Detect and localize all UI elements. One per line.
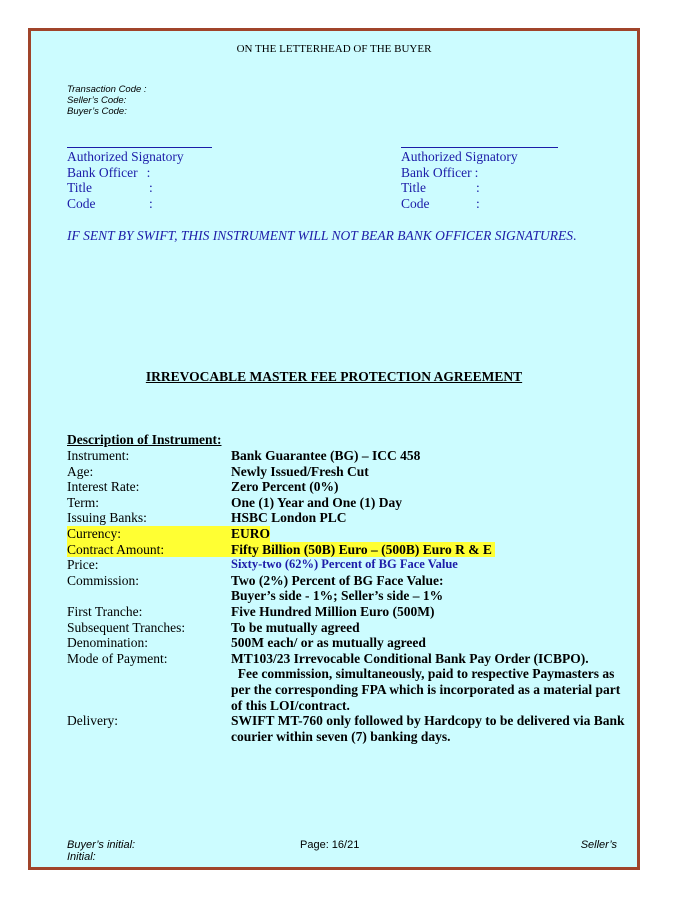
row-value: One (1) Year and One (1) Day: [231, 494, 402, 510]
row-label: Currency:: [67, 525, 121, 541]
title-sep: :: [476, 180, 480, 196]
row-value: To be mutually agreed: [231, 619, 360, 635]
initial-label: Initial:: [67, 851, 96, 863]
row-label: Delivery:: [67, 713, 118, 729]
bank-officer-row: [67, 165, 212, 181]
signature-line: [67, 133, 212, 148]
footer-page-number: Page: 16/21: [300, 839, 360, 851]
row-value: MT103/23 Irrevocable Conditional Bank Pay Order (ICBPO).: [231, 650, 589, 666]
table-row-highlighted: [67, 542, 495, 558]
table-row: [67, 464, 631, 480]
code-row: [401, 196, 558, 212]
row-label: Instrument:: [67, 448, 130, 463]
bank-officer-label: Bank Officer: [401, 164, 472, 180]
code-sep: :: [476, 195, 480, 211]
signature-line: [401, 133, 558, 148]
table-row: [67, 557, 631, 573]
title-label: Title: [67, 180, 93, 196]
bank-officer-row: [401, 165, 558, 181]
agreement-title: IRREVOCABLE MASTER FEE PROTECTION AGREEMENT: [145, 369, 523, 384]
signatory-block-right: [401, 133, 558, 211]
table-row: [67, 635, 631, 651]
code-row: [67, 196, 212, 212]
code-label: Code: [67, 195, 96, 211]
swift-notice: [67, 228, 576, 244]
row-label: Age:: [67, 463, 94, 479]
table-row: [67, 713, 631, 744]
signatory-heading: Authorized Signatory: [401, 149, 518, 164]
table-row: [67, 495, 631, 511]
row-value: Two (2%) Percent of BG Face Value:: [231, 572, 444, 588]
transaction-code: Transaction Code :: [67, 84, 147, 95]
table-row: [67, 651, 631, 713]
table-row: [67, 448, 631, 464]
row-label: Mode of Payment:: [67, 650, 168, 666]
row-value: SWIFT MT-760 only followed by Hardcopy to be delivered via Bank courier within seven (7) banking days.: [231, 713, 625, 744]
row-value: 500M each/ or as mutually agreed: [231, 635, 426, 651]
title-label: Title: [401, 180, 427, 196]
title-sep: :: [149, 180, 153, 196]
row-label: Contract Amount:: [67, 541, 165, 557]
table-row: [67, 510, 631, 526]
table-row: [67, 620, 631, 636]
table-row: [67, 604, 631, 620]
code-label: Code: [401, 195, 430, 211]
row-value: Zero Percent (0%): [231, 479, 339, 495]
title-row: [67, 180, 212, 196]
signatory-block-left: [67, 133, 212, 211]
footer-buyer-initial: [67, 839, 135, 863]
row-label: Price:: [67, 557, 99, 573]
row-value: Newly Issued/Fresh Cut: [231, 463, 369, 479]
title-row: [401, 180, 558, 196]
table-row: [67, 573, 631, 604]
bank-officer-sep: :: [146, 164, 151, 180]
row-label: Subsequent Tranches:: [67, 619, 186, 635]
row-label: Term:: [67, 494, 100, 510]
table-row-highlighted: [67, 526, 270, 542]
row-value: Fifty Billion (50B) Euro – (500B) Euro R & E: [231, 541, 492, 557]
swift-notice-text: IF SENT BY SWIFT, THIS INSTRUMENT WILL NOT BEAR BANK OFFICER SIGNATURES: [67, 228, 574, 243]
row-label: First Tranche:: [67, 603, 143, 619]
letterhead-note: ON THE LETTERHEAD OF THE BUYER: [236, 43, 432, 55]
table-row: [67, 479, 631, 495]
row-value: Bank Guarantee (BG) – ICC 458: [231, 448, 421, 463]
swift-notice-period: .: [573, 228, 577, 243]
description-heading: Description of Instrument:: [67, 432, 222, 447]
footer-seller-initial: Seller’s: [580, 839, 617, 851]
row-label: Commission:: [67, 572, 140, 588]
buyer-initial-label: Buyer’s initial:: [67, 839, 136, 851]
row-label: Interest Rate:: [67, 479, 140, 495]
row-label: Denomination:: [67, 635, 148, 651]
row-value: Five Hundred Million Euro (500M): [231, 603, 435, 619]
seller-code: Seller’s Code:: [67, 95, 127, 106]
row-value-2: Fee commission, simultaneously, paid to respective Paymasters as per the corresponding FPA which is incorporated as a material part of this LOI/contract.: [231, 666, 624, 713]
code-sep: :: [149, 195, 153, 211]
instrument-table: [67, 448, 631, 744]
codes-block: [67, 84, 147, 117]
row-value: HSBC London PLC: [231, 510, 347, 526]
row-value-2: Buyer’s side - 1%; Seller’s side – 1%: [231, 588, 444, 604]
buyer-code: Buyer’s Code:: [67, 106, 127, 117]
bank-officer-sep: :: [474, 164, 479, 180]
signatory-heading: Authorized Signatory: [67, 149, 184, 164]
row-value: EURO: [230, 525, 270, 541]
document-page: [28, 28, 640, 870]
row-label: Issuing Banks:: [67, 510, 147, 526]
bank-officer-label: Bank Officer: [67, 164, 138, 180]
row-value: Sixty-two (62%) Percent of BG Face Value: [231, 557, 458, 572]
